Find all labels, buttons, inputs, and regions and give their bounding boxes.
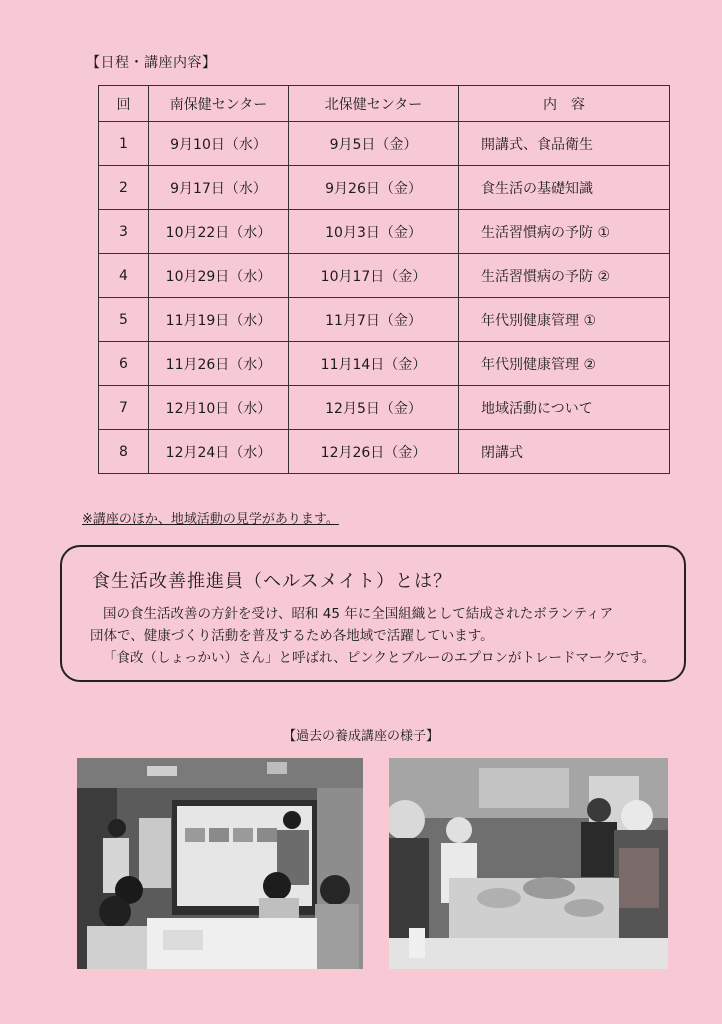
lecture-photo-image xyxy=(77,758,363,969)
table-row xyxy=(99,210,670,254)
south-date: 10月29日（水） xyxy=(149,254,289,298)
info-box xyxy=(60,545,686,682)
info-line: 団体で、健康づくり活動を普及するため各地域で活躍しています。 xyxy=(90,628,494,644)
north-date: 12月26日（金） xyxy=(289,430,459,474)
north-date: 11月14日（金） xyxy=(289,342,459,386)
north-date: 9月26日（金） xyxy=(289,166,459,210)
photo-lecture xyxy=(77,758,363,969)
session-content: 食生活の基礎知識 xyxy=(459,166,670,210)
session-number: 1 xyxy=(99,122,149,166)
table-header-row xyxy=(99,86,670,122)
header-north-center: 北保健センター xyxy=(289,86,459,122)
header-content: 内 容 xyxy=(459,86,670,122)
session-number: 7 xyxy=(99,386,149,430)
south-date: 12月10日（水） xyxy=(149,386,289,430)
session-content: 年代別健康管理 ① xyxy=(459,298,670,342)
south-date: 11月26日（水） xyxy=(149,342,289,386)
session-content: 生活習慣病の予防 ① xyxy=(459,210,670,254)
schedule-note: ※講座のほか、地域活動の見学があります。 xyxy=(82,512,339,527)
session-number: 4 xyxy=(99,254,149,298)
session-number: 8 xyxy=(99,430,149,474)
session-number: 5 xyxy=(99,298,149,342)
session-number: 3 xyxy=(99,210,149,254)
header-session: 回 xyxy=(99,86,149,122)
table-row xyxy=(99,386,670,430)
schedule-table xyxy=(98,85,670,474)
north-date: 12月5日（金） xyxy=(289,386,459,430)
table-row xyxy=(99,298,670,342)
session-content: 開講式、食品衛生 xyxy=(459,122,670,166)
session-content: 閉講式 xyxy=(459,430,670,474)
south-date: 9月17日（水） xyxy=(149,166,289,210)
north-date: 10月3日（金） xyxy=(289,210,459,254)
session-content: 地域活動について xyxy=(459,386,670,430)
table-row xyxy=(99,254,670,298)
south-date: 11月19日（水） xyxy=(149,298,289,342)
info-line: 「食改（しょっかい）さん」と呼ばれ、ピンクとブルーのエプロンがトレードマークです。 xyxy=(103,650,656,666)
photo-caption: 【過去の養成講座の様子】 xyxy=(282,729,439,744)
table-row xyxy=(99,342,670,386)
table-row xyxy=(99,166,670,210)
south-date: 9月10日（水） xyxy=(149,122,289,166)
north-date: 10月17日（金） xyxy=(289,254,459,298)
south-date: 12月24日（水） xyxy=(149,430,289,474)
session-content: 年代別健康管理 ② xyxy=(459,342,670,386)
table-row xyxy=(99,430,670,474)
info-line: 国の食生活改善の方針を受け、昭和 45 年に全国組織として結成されたボランティア xyxy=(103,606,614,622)
session-number: 2 xyxy=(99,166,149,210)
schedule-heading: 【日程・講座内容】 xyxy=(86,55,217,71)
session-number: 6 xyxy=(99,342,149,386)
north-date: 9月5日（金） xyxy=(289,122,459,166)
table-row xyxy=(99,122,670,166)
south-date: 10月22日（水） xyxy=(149,210,289,254)
north-date: 11月7日（金） xyxy=(289,298,459,342)
photo-cooking xyxy=(389,758,668,969)
info-title: 食生活改善推進員（ヘルスメイト）とは？ xyxy=(92,571,453,592)
info-text xyxy=(90,603,670,669)
header-south-center: 南保健センター xyxy=(149,86,289,122)
cooking-photo-image xyxy=(389,758,668,969)
session-content: 生活習慣病の予防 ② xyxy=(459,254,670,298)
